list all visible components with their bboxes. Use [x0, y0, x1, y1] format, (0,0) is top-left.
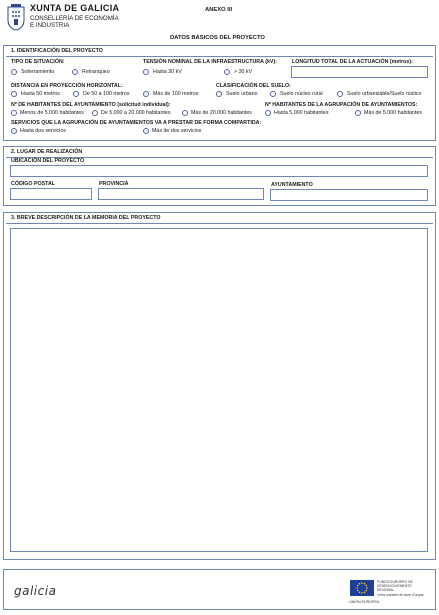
eu-caption: UNIÓN EUROPEA	[349, 600, 380, 604]
page-title: DATOS BÁSICOS DEL PROYECTO	[170, 35, 265, 41]
coat-of-arms-icon	[6, 4, 26, 31]
option-mas-30kv: > 30 kV	[234, 69, 253, 75]
radio-mas-30kv[interactable]	[224, 69, 230, 75]
provincia-label: PROVINCIA	[99, 181, 129, 187]
suelo-label: CLASIFICACIÓN DEL SUELO:	[216, 83, 291, 89]
radio-hasta-30kv[interactable]	[143, 69, 149, 75]
galicia-logo-text: galicia	[14, 584, 57, 598]
option-retranqueo: Retranqueo	[82, 69, 110, 75]
radio-mas-100m[interactable]	[143, 91, 149, 97]
annex-label: ANEXO III	[205, 7, 233, 13]
section-1-heading: 1. IDENTIFICACIÓN DEL PROYECTO	[11, 48, 103, 54]
section-1-rule	[6, 56, 433, 57]
eu-fund-line-2: DESENVOLVEMENTO	[377, 584, 412, 589]
option-suelo-urbano: Suelo urbano	[226, 91, 258, 97]
ayuntamiento-input[interactable]	[270, 189, 428, 201]
radio-5000-20000[interactable]	[92, 110, 98, 116]
eu-flag-icon	[350, 580, 374, 596]
option-hasta-30kv: Hasta 30 kV	[153, 69, 182, 75]
ubicacion-input[interactable]	[10, 165, 428, 177]
radio-retranqueo[interactable]	[72, 69, 78, 75]
option-hasta-50m: Hasta 50 metros	[21, 91, 60, 97]
radio-mas-dos-servicios[interactable]	[143, 128, 149, 134]
section-2-heading: 2. LUGAR DE REALIZACIÓN	[11, 149, 83, 155]
radio-soterramiento[interactable]	[11, 69, 17, 75]
option-50-100m: De 50 a 100 metros	[83, 91, 130, 97]
eu-fund-line-3: REXIONAL	[377, 588, 395, 593]
longitud-input[interactable]	[291, 66, 428, 78]
section-3-heading: 3. BREVE DESCRIPCIÓN DE LA MEMORIA DEL PROYECTO	[11, 215, 161, 221]
habitantes-agrup-label: Nº HABITANTES DE LA AGRUPACIÓN DE AYUNTAMIENTOS:	[265, 102, 418, 108]
descripcion-textarea[interactable]	[10, 228, 428, 552]
distancia-label: DISTANCIA EN PROYECCIÓN HORIZONTAL:	[11, 83, 123, 89]
galicia-logo	[14, 582, 56, 600]
section-3-rule	[6, 223, 433, 224]
radio-suelo-urbanizable[interactable]	[337, 91, 343, 97]
option-mas-dos-servicios: Más de dos servicios	[152, 128, 202, 134]
option-soterramiento: Soterramiento	[21, 69, 55, 75]
cp-input[interactable]	[10, 188, 92, 200]
situacion-label: TIPO DE SITUACIÓN:	[11, 59, 65, 65]
longitud-label: LONGITUD TOTAL DE LA ACTUACIÓN (metros):	[292, 59, 413, 65]
radio-suelo-nucleo-rural[interactable]	[270, 91, 276, 97]
eu-fund-text	[377, 580, 423, 597]
option-agrup-hasta-5000: Hasta 5.000 habitantes	[274, 110, 329, 116]
cp-label: CÓDIGO POSTAL	[11, 181, 56, 187]
radio-hasta-dos-servicios[interactable]	[11, 128, 17, 134]
radio-hasta-50m[interactable]	[11, 91, 17, 97]
option-5000-20000: De 5.000 a 20.000 habitantes	[101, 110, 171, 116]
radio-mas-20000[interactable]	[182, 110, 188, 116]
option-mas-20000: Más de 20.000 habitantes	[191, 110, 252, 116]
eu-fund-line-4: Unha maneira de facer Europa	[377, 592, 424, 597]
ubicacion-label: UBICACIÓN DEL PROYECTO	[11, 158, 85, 164]
radio-suelo-urbano[interactable]	[216, 91, 222, 97]
org-name: XUNTA DE GALICIA	[30, 3, 120, 13]
radio-menos-5000[interactable]	[11, 110, 17, 116]
eu-fund-line-1: FONDO EUROPEO DE	[377, 580, 413, 584]
option-hasta-dos-servicios: Hasta dos servicios	[20, 128, 66, 134]
tension-label: TENSIÓN NOMINAL DE LA INFRAESTRUCTURA (kV):	[143, 59, 277, 65]
option-suelo-urbanizable: Suelo urbanizable/Suelo rústico	[347, 91, 422, 97]
radio-agrup-hasta-5000[interactable]	[265, 110, 271, 116]
option-menos-5000: Menos de 5.000 habitantes	[20, 110, 84, 116]
provincia-input[interactable]	[98, 188, 264, 200]
ayuntamiento-label: AYUNTAMIENTO	[271, 182, 313, 188]
radio-agrup-mas-5000[interactable]	[355, 110, 361, 116]
habitantes-ayto-label: Nº DE HABITANTES DEL AYUNTAMIENTO (solicitud individual):	[11, 102, 171, 108]
dept-line-1: CONSELLERÍA DE ECONOMÍA	[30, 15, 119, 22]
dept-line-2: E INDUSTRIA	[30, 22, 70, 29]
radio-50-100m[interactable]	[73, 91, 79, 97]
option-suelo-nucleo-rural: Suelo núcleo rural	[280, 91, 323, 97]
option-agrup-mas-5000: Más de 5.000 habitantes	[364, 110, 423, 116]
option-mas-100m: Más de 100 metros	[153, 91, 199, 97]
servicios-label: SERVICIOS QUE LA AGRUPACIÓN DE AYUNTAMIENTOS VA A PRESTAR DE FORMA COMPARTIDA:	[11, 120, 262, 126]
